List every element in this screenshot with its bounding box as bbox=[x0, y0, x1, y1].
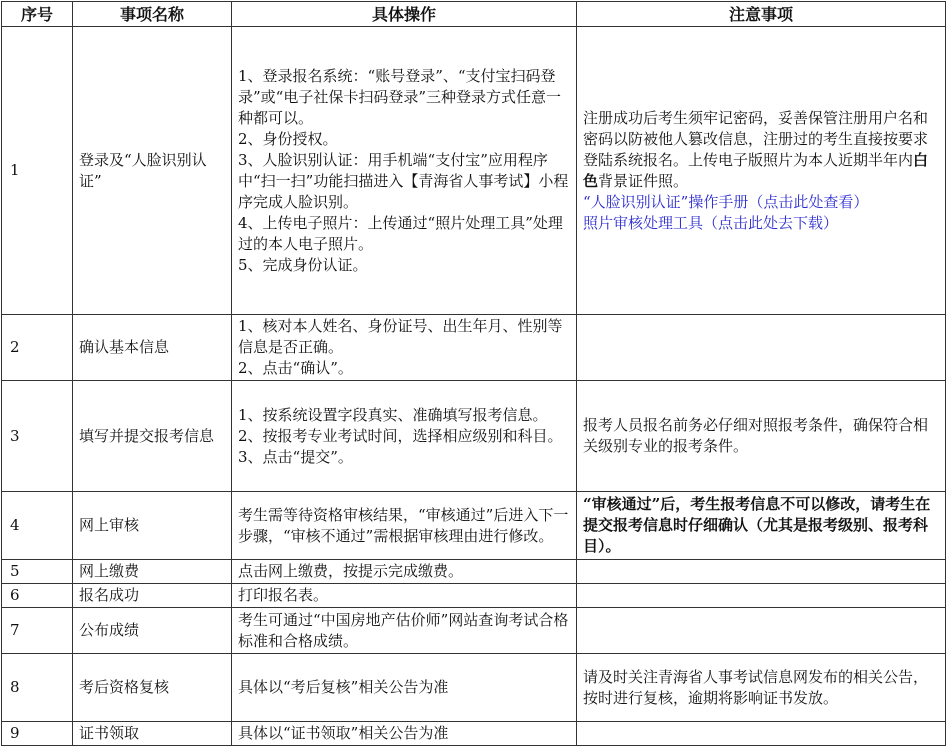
note-text: 注册成功后考生须牢记密码，妥善保管注册用户名和密码以防被他人篡改信息，注册过的考生直接按要求登陆系统报名。上传电子版照片为本人近期半年内白色背景证件照。 bbox=[583, 108, 929, 190]
header-no: 序号 bbox=[2, 2, 73, 27]
row-note bbox=[577, 608, 946, 654]
op-line: 3、点击“提交”。 bbox=[238, 447, 353, 466]
row-ops bbox=[232, 492, 577, 560]
table-row bbox=[2, 722, 946, 746]
op-line: 2、身份授权。 bbox=[238, 129, 338, 148]
row-note bbox=[577, 315, 946, 381]
row-ops bbox=[232, 722, 577, 746]
exam-process-table bbox=[1, 1, 946, 746]
op-line: 2、点击“确认”。 bbox=[238, 359, 353, 377]
table-row bbox=[2, 27, 946, 315]
row-item: 确认基本信息 bbox=[73, 315, 232, 381]
row-ops bbox=[232, 654, 577, 722]
op-line: 1、核对本人姓名、身份证号、出生年月、性别等信息是否正确。 bbox=[238, 317, 563, 356]
row-note bbox=[577, 560, 946, 584]
table-row bbox=[2, 381, 946, 492]
table-row bbox=[2, 608, 946, 654]
row-item: 报名成功 bbox=[73, 584, 232, 608]
row-ops bbox=[232, 584, 577, 608]
op-line: 具体以“证书领取”相关公告为准 bbox=[238, 724, 449, 742]
table-row bbox=[2, 492, 946, 560]
op-line: 4、上传电子照片：上传通过“照片处理工具”处理过的本人电子照片。 bbox=[238, 213, 563, 253]
op-line: 点击网上缴费，按提示完成缴费。 bbox=[238, 562, 464, 580]
row-item: 公布成绩 bbox=[73, 608, 232, 654]
op-line: 考生可通过“中国房地产估价师”网站查询考试合格标准和合格成绩。 bbox=[238, 610, 569, 650]
row-ops bbox=[232, 381, 577, 492]
row-no: 4 bbox=[2, 492, 73, 560]
table-row bbox=[2, 584, 946, 608]
table-row bbox=[2, 654, 946, 722]
row-no: 9 bbox=[2, 722, 73, 746]
row-no: 2 bbox=[2, 315, 73, 381]
photo-tool-download-link[interactable]: 照片审核处理工具（点击此处去下载） bbox=[583, 213, 839, 232]
row-note: 报考人员报名前务必仔细对照报考条件，确保符合相关级别专业的报考条件。 bbox=[577, 381, 946, 492]
op-line: 考生需等待资格审核结果，“审核通过”后进入下一步骤，“审核不通过”需根据审核理由进行修改。 bbox=[238, 505, 569, 545]
header-item: 事项名称 bbox=[73, 2, 232, 27]
note-bold-text: 白色 bbox=[583, 150, 929, 190]
row-note bbox=[577, 584, 946, 608]
row-ops bbox=[232, 315, 577, 381]
row-ops bbox=[232, 560, 577, 584]
header-ops: 具体操作 bbox=[232, 2, 577, 27]
row-item: 网上审核 bbox=[73, 492, 232, 560]
op-line: 1、登录报名系统：“账号登录”、“支付宝扫码登录”或“电子社保卡扫码登录”三种登录方式任意一种都可以。 bbox=[238, 66, 562, 127]
op-line: 2、按报考专业考试时间，选择相应级别和科目。 bbox=[238, 426, 563, 445]
op-line: 3、人脸识别认证：用手机端“支付宝”应用程序中“扫一扫”功能扫描进入【青海省人事考试】小程序完成人脸识别。 bbox=[238, 150, 569, 211]
row-no: 6 bbox=[2, 584, 73, 608]
row-no: 5 bbox=[2, 560, 73, 584]
row-ops bbox=[232, 27, 577, 315]
op-line: 打印报名表。 bbox=[238, 586, 329, 604]
header-notes: 注意事项 bbox=[577, 2, 946, 27]
row-note: “审核通过”后，考生报考信息不可以修改，请考生在提交报考信息时仔细确认（尤其是报考级别、报考科目）。 bbox=[577, 492, 946, 560]
row-note bbox=[577, 722, 946, 746]
row-item: 考后资格复核 bbox=[73, 654, 232, 722]
row-item: 填写并提交报考信息 bbox=[73, 381, 232, 492]
face-auth-manual-link[interactable]: “人脸识别认证”操作手册（点击此处查看） bbox=[583, 192, 869, 211]
row-item: 登录及“人脸识别认证” bbox=[73, 27, 232, 315]
row-note: 请及时关注青海省人事考试信息网发布的相关公告，按时进行复核，逾期将影响证书发放。 bbox=[577, 654, 946, 722]
row-no: 3 bbox=[2, 381, 73, 492]
op-line: 5、完成身份认证。 bbox=[238, 255, 368, 274]
op-line: 1、按系统设置字段真实、准确填写报考信息。 bbox=[238, 405, 548, 424]
table-row bbox=[2, 315, 946, 381]
row-no: 1 bbox=[2, 27, 73, 315]
row-no: 7 bbox=[2, 608, 73, 654]
row-note bbox=[577, 27, 946, 315]
row-item: 网上缴费 bbox=[73, 560, 232, 584]
table-row bbox=[2, 560, 946, 584]
row-item: 证书领取 bbox=[73, 722, 232, 746]
row-no: 8 bbox=[2, 654, 73, 722]
op-line: 具体以“考后复核”相关公告为准 bbox=[238, 678, 449, 696]
row-ops bbox=[232, 608, 577, 654]
table-header-row bbox=[2, 2, 946, 27]
